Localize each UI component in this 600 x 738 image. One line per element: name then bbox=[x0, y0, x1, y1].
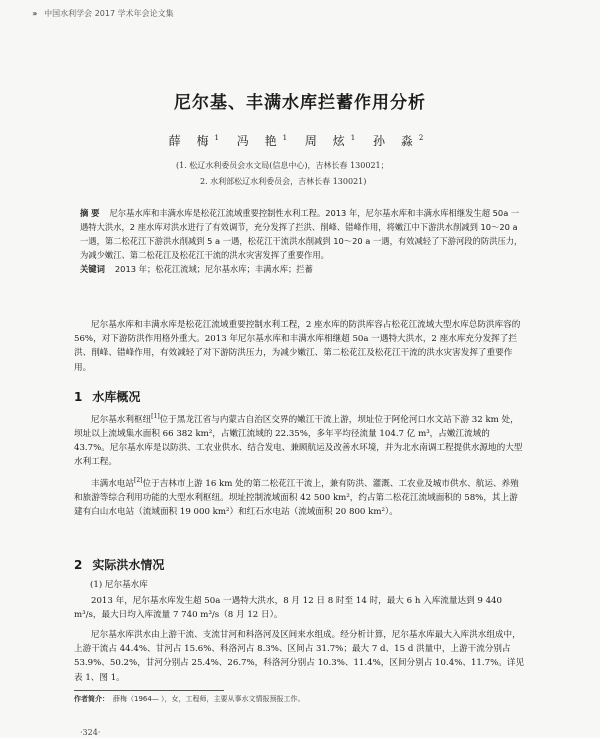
section-number: 1 bbox=[74, 390, 83, 404]
intro-paragraph: 尼尔基水库和丰满水库是松花江流域重要控制水利工程，2 座水库的防洪库容占松花江流域大型水库总防洪库容的 56%，对下游防洪作用格外重大。2013 年尼尔基水库和丰满水库相继超 50a 一遇特大洪水，2 座水库充分发挥了拦洪、削峰、错峰作用，有效减轻了对下游防洪压力，为减少嫩江、第二松花江及松花江干流的洪水灾害发挥了重要作用。 bbox=[74, 320, 521, 373]
citation-ref: [1] bbox=[151, 413, 160, 420]
author-name: 冯 艳 bbox=[236, 134, 283, 148]
section-title: 实际洪水情况 bbox=[92, 558, 165, 572]
section-number: 2 bbox=[74, 558, 83, 572]
body-paragraph: 2013 年，尼尔基水库发生超 50a 一遇特大洪水，8 月 12 日 8 时至 14 时，最大 6 h 入库流量达到 9 440 m³/s，最大日均入库流量 7 740 m³/s（8 月 12 日）。 bbox=[74, 596, 502, 621]
affiliation-line: 2. 水利部松辽水利委员会，吉林长春 130021) bbox=[200, 177, 367, 186]
abstract bbox=[80, 206, 524, 276]
subsection-heading: (1) 尼尔基水库 bbox=[90, 580, 148, 590]
section-title: 水库概况 bbox=[92, 390, 141, 404]
running-header bbox=[32, 8, 174, 19]
author-name: 孙 淼 bbox=[373, 134, 419, 148]
section-heading bbox=[74, 388, 150, 405]
page-number: ·324· bbox=[80, 728, 101, 737]
author-affiliation-mark: 1 bbox=[350, 134, 356, 142]
author-list bbox=[0, 132, 600, 149]
abstract-label: 摘 要 bbox=[80, 208, 100, 218]
abstract-text: 尼尔基水库和丰满水库是松花江流域重要控制性水利工程。2013 年，尼尔基水库和丰满水库相继发生超 50a 一遇特大洪水，2 座水库对洪水进行了有效调节，充分发挥了拦洪、削峰、错峰作用，将嫩江中下游洪水削减到 10～20 a 一遇，第二松花江下游洪水削减到 5 a 一遇，松花江干流洪水削减到 10～20 a 一遇，有效减轻了下游河段的防洪压力，为减少嫩江、第二松花江及松花江干流的洪水灾害发挥了重要作用。 bbox=[80, 208, 523, 260]
footnote-text: 薛梅（1964— ），女，工程师，主要从事水文情报预报工作。 bbox=[113, 695, 305, 703]
citation-ref: [2] bbox=[133, 477, 143, 484]
paragraph-text: 丰满水电站 bbox=[91, 478, 134, 489]
header-arrows-icon: ››› bbox=[32, 9, 36, 18]
footnote-divider bbox=[74, 690, 224, 691]
author-name: 周 炫 bbox=[304, 134, 351, 148]
keywords bbox=[80, 262, 524, 276]
paragraph-text: 位于吉林市上游 16 km 处的第二松花江干流上，兼有防洪、灌溉、工农业及城市供水、航运、养殖和旅游等综合利用功能的大型水利枢纽。坝址控制流域面积 42 500 km²，约占第二松花江流域面积的 58%，其上游建有白山水电站（流域面积 19 000 km²）和红石水电站（流域面积 20 800 km²）。 bbox=[74, 478, 519, 518]
running-header-text: 中国水利学会 2017 学术年会论文集 bbox=[44, 9, 174, 18]
footnote-label: 作者简介： bbox=[74, 695, 109, 703]
body-paragraph bbox=[74, 410, 526, 470]
footnote bbox=[74, 694, 526, 704]
author-name: 薛 梅 bbox=[168, 134, 215, 148]
body-paragraph: 尼尔基水库洪水由上游干流、支流甘河和科洛河及区间来水组成。经分析计算，尼尔基水库最大入库洪水组成中，上游干流占 44.4%、甘河占 15.6%、科洛河占 8.3%、区间占 31.7%；最大 7 d、15 d 洪量中，上游干流分别占 53.9%、50.2%，甘河分别占 25.4%、26.7%，科洛河分别占 10.3%、11.4%，区间分别占 10.4%、11.7%。详见表 1、图 1。 bbox=[74, 630, 525, 683]
body-paragraph bbox=[74, 474, 526, 519]
author-affiliation-mark: 1 bbox=[282, 134, 288, 142]
section-heading bbox=[74, 556, 174, 573]
affiliation-line: (1. 松辽水利委员会水文局(信息中心)，吉林长春 130021； bbox=[176, 161, 389, 170]
paragraph-text: 位于黑龙江省与内蒙古自治区交界的嫩江干流上游，坝址位于阿伦河口水文站下游 32 km 处，坝址以上流域集水面积 66 382 km²，占嫩江流域的 22.35%，多年平均径流量 104.7 亿 m³，占嫩江流域的 43.7%。尼尔基水库是以防洪、工农业供水、结合发电、兼顾航运及改善水环境，并为北水南调工程提供水源地的大型水利工程。 bbox=[74, 414, 523, 468]
keywords-label: 关键词 bbox=[80, 264, 105, 274]
author-affiliation-mark: 1 bbox=[214, 134, 219, 142]
keywords-text: 2013 年；松花江流域；尼尔基水库；丰满水库；拦蓄 bbox=[114, 264, 313, 274]
author-affiliation-mark: 2 bbox=[418, 134, 424, 142]
paper-title: 尼尔基、丰满水库拦蓄作用分析 bbox=[174, 93, 426, 113]
paragraph-text: 尼尔基水利枢纽 bbox=[91, 414, 152, 425]
